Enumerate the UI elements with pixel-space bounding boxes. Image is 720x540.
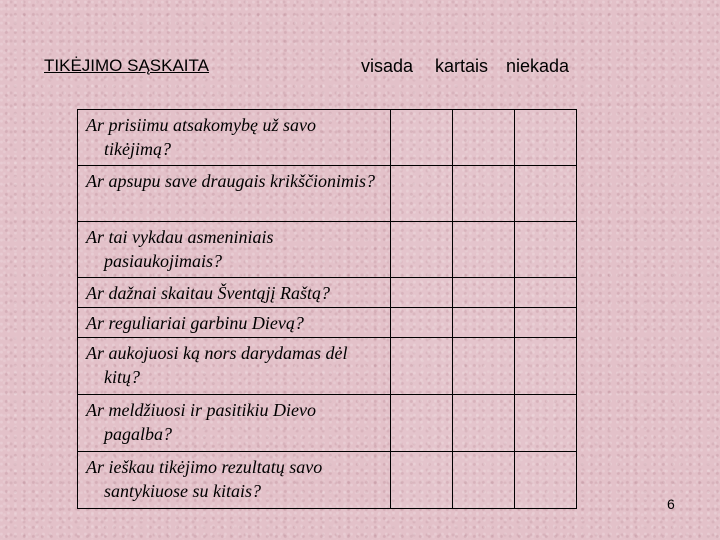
question-text: Ar apsupu save draugais krikščionimis? [86, 171, 375, 191]
question-cell [78, 395, 391, 452]
table-row [78, 222, 577, 278]
answer-cell-visada[interactable] [391, 452, 453, 509]
table-row [78, 452, 577, 509]
answer-cell-kartais[interactable] [453, 166, 515, 222]
answer-cell-visada[interactable] [391, 222, 453, 278]
survey-table [77, 109, 577, 509]
question-text: Ar aukojuosi ką nors darydamas dėl kitų? [86, 343, 348, 387]
column-header-niekada: niekada [506, 56, 570, 76]
question-cell [78, 222, 391, 278]
question-text: Ar prisiimu atsakomybę už savo tikėjimą? [86, 115, 316, 159]
column-header-kartais: kartais [435, 56, 489, 76]
question-cell [78, 308, 391, 338]
answer-cell-niekada[interactable] [515, 278, 577, 308]
answer-cell-niekada[interactable] [515, 452, 577, 509]
question-text: Ar reguliariai garbinu Dievą? [86, 313, 304, 333]
question-text: Ar meldžiuosi ir pasitikiu Dievo pagalba? [86, 400, 316, 444]
page-number: 6 [667, 496, 675, 512]
answer-cell-kartais[interactable] [453, 110, 515, 166]
answer-cell-visada[interactable] [391, 110, 453, 166]
page-title: TIKĖJIMO SĄSKAITA [44, 56, 209, 75]
question-cell [78, 278, 391, 308]
question-cell [78, 338, 391, 395]
table-row [78, 338, 577, 395]
answer-cell-niekada[interactable] [515, 395, 577, 452]
answer-cell-visada[interactable] [391, 395, 453, 452]
table-row [78, 395, 577, 452]
table-row [78, 166, 577, 222]
question-text: Ar ieškau tikėjimo rezultatų savo santykiuose su kitais? [86, 457, 323, 501]
answer-cell-niekada[interactable] [515, 308, 577, 338]
answer-cell-visada[interactable] [391, 166, 453, 222]
answer-cell-visada[interactable] [391, 308, 453, 338]
question-cell [78, 452, 391, 509]
question-text: Ar tai vykdau asmeniniais pasiaukojimais? [86, 227, 274, 271]
question-cell [78, 110, 391, 166]
answer-cell-kartais[interactable] [453, 308, 515, 338]
column-header-visada: visada [361, 56, 414, 76]
answer-cell-kartais[interactable] [453, 278, 515, 308]
answer-cell-niekada[interactable] [515, 338, 577, 395]
answer-cell-niekada[interactable] [515, 166, 577, 222]
answer-cell-visada[interactable] [391, 338, 453, 395]
table-row [78, 308, 577, 338]
answer-cell-niekada[interactable] [515, 110, 577, 166]
answer-cell-kartais[interactable] [453, 452, 515, 509]
answer-cell-kartais[interactable] [453, 338, 515, 395]
answer-cell-kartais[interactable] [453, 222, 515, 278]
table-row [78, 278, 577, 308]
table-row [78, 110, 577, 166]
answer-cell-visada[interactable] [391, 278, 453, 308]
answer-cell-kartais[interactable] [453, 395, 515, 452]
answer-cell-niekada[interactable] [515, 222, 577, 278]
question-cell [78, 166, 391, 222]
question-text: Ar dažnai skaitau Šventąjį Raštą? [86, 283, 330, 303]
